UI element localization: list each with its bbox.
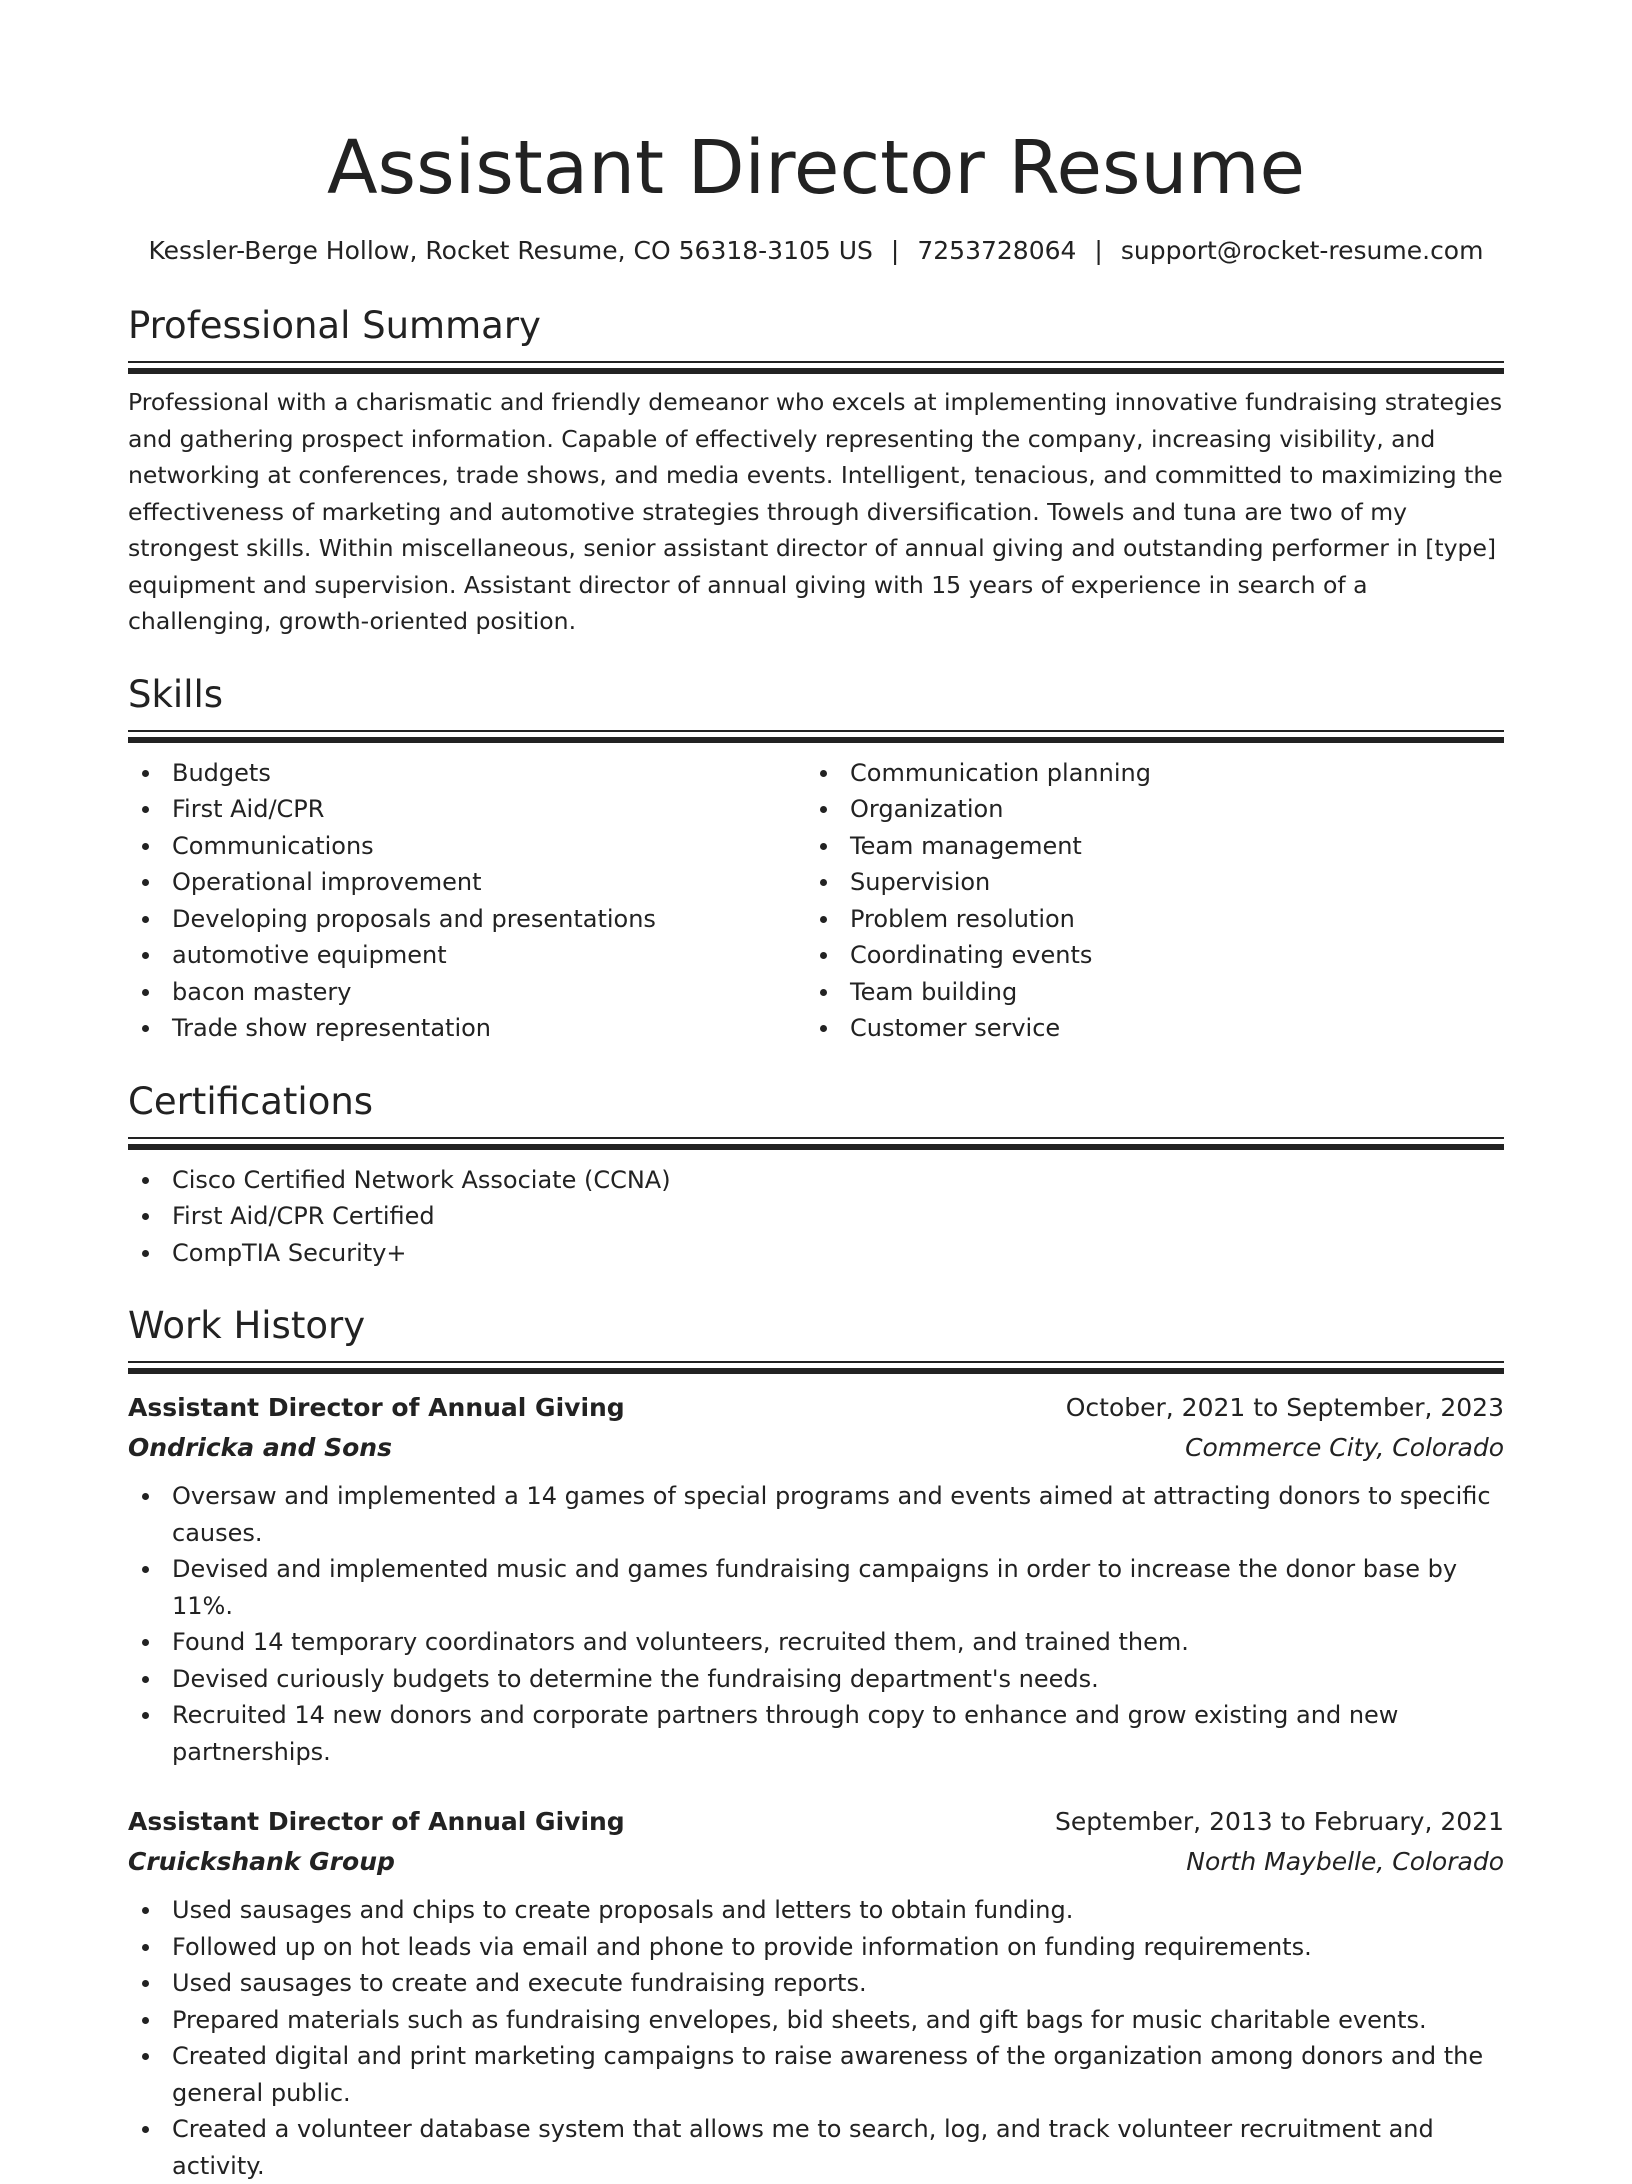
skill-item: Communications (128, 828, 806, 865)
job-header (128, 1388, 1504, 1428)
job-bullet: Created a volunteer database system that allows me to search, log, and track volunteer recruitment and activity. (128, 2111, 1504, 2184)
contact-email[interactable]: support@rocket-resume.com (1120, 236, 1484, 265)
job-dates: October, 2021 to September, 2023 (1065, 1393, 1504, 1422)
skills-heading: Skills (128, 672, 224, 716)
job-bullet: Followed up on hot leads via email and phone to provide information on funding requirements. (128, 1929, 1504, 1966)
skill-item: Communication planning (806, 755, 1484, 792)
resume-page (128, 0, 1504, 2184)
job-company: Ondricka and Sons (128, 1433, 392, 1462)
skills-columns (128, 755, 1504, 1047)
skills-list-left (128, 755, 806, 1047)
job-bullet: Created digital and print marketing campaigns to raise awareness of the organization among donors and the general public. (128, 2038, 1504, 2111)
section-rule-thick (128, 737, 1504, 743)
skills-section (128, 670, 1504, 1047)
resume-title: Assistant Director Resume (326, 125, 1306, 211)
skill-item: Problem resolution (806, 901, 1484, 938)
section-rule (128, 1361, 1504, 1363)
summary-heading: Professional Summary (128, 304, 541, 347)
summary-section (128, 301, 1504, 640)
summary-text: Professional with a charismatic and friendly demeanor who excels at implementing innovative fundraising strategies and gathering prospect information. Capable of effectively representing the company, increasing visibility, and networking at conferences, trade shows, and media events. Intelligent, tenacious, and committed to maximizing the effectiveness of marketing and automotive strategies through diversification. Towels and tuna are two of my strongest skills. Within miscellaneous, senior assistant director of annual giving and outstanding performer in [type] equipment and supervision. Assistant director of annual giving with 15 years of experience in search of a challenging, growth-oriented position. (128, 388, 1503, 635)
contact-separator: | (890, 236, 900, 265)
section-rule-thick (128, 1368, 1504, 1374)
job-entry (128, 1802, 1504, 2184)
contact-line (128, 234, 1504, 268)
skill-item: Coordinating events (806, 937, 1484, 974)
job-subheader (128, 1428, 1504, 1468)
skill-item: Trade show representation (128, 1010, 806, 1047)
work-history-heading: Work History (128, 1304, 366, 1347)
job-bullets (128, 1892, 1504, 2184)
job-bullets (128, 1478, 1504, 1770)
job-title: Assistant Director of Annual Giving (128, 1393, 625, 1422)
section-rule-thick (128, 368, 1504, 374)
skill-item: Budgets (128, 755, 806, 792)
skill-item: Developing proposals and presentations (128, 901, 806, 938)
job-company: Cruickshank Group (128, 1847, 395, 1876)
skill-item: Supervision (806, 864, 1484, 901)
skill-item: Organization (806, 791, 1484, 828)
job-location: North Maybelle, Colorado (1186, 1847, 1504, 1876)
skill-item: First Aid/CPR (128, 791, 806, 828)
skill-item: Team building (806, 974, 1484, 1011)
skill-item: Operational improvement (128, 864, 806, 901)
certification-item: CompTIA Security+ (128, 1235, 1504, 1272)
job-bullet: Used sausages to create and execute fundraising reports. (128, 1965, 1504, 2002)
certifications-section (128, 1077, 1504, 1272)
certifications-list (128, 1162, 1504, 1272)
job-subheader (128, 1842, 1504, 1882)
job-bullet: Recruited 14 new donors and corporate partners through copy to enhance and grow existing and new partnerships. (128, 1697, 1504, 1770)
job-dates: September, 2013 to February, 2021 (1055, 1807, 1504, 1836)
contact-address: Kessler-Berge Hollow, Rocket Resume, CO 56318-3105 US (148, 236, 873, 265)
job-header (128, 1802, 1504, 1842)
skill-item: Team management (806, 828, 1484, 865)
job-bullet: Devised curiously budgets to determine the fundraising department's needs. (128, 1661, 1504, 1698)
section-rule (128, 730, 1504, 732)
contact-separator: | (1094, 236, 1103, 265)
section-rule (128, 361, 1504, 363)
certification-item: Cisco Certified Network Associate (CCNA) (128, 1162, 1504, 1199)
certification-item: First Aid/CPR Certified (128, 1198, 1504, 1235)
job-location: Commerce City, Colorado (1185, 1433, 1504, 1462)
job-bullet: Found 14 temporary coordinators and volunteers, recruited them, and trained them. (128, 1624, 1504, 1661)
job-bullet: Used sausages and chips to create proposals and letters to obtain funding. (128, 1892, 1504, 1929)
job-bullet: Oversaw and implemented a 14 games of special programs and events aimed at attracting donors to specific causes. (128, 1478, 1504, 1551)
job-title: Assistant Director of Annual Giving (128, 1807, 625, 1836)
skill-item: bacon mastery (128, 974, 806, 1011)
job-bullet: Devised and implemented music and games fundraising campaigns in order to increase the donor base by 11%. (128, 1551, 1504, 1624)
skills-list-right (806, 755, 1484, 1047)
contact-phone: 7253728064 (917, 236, 1077, 265)
job-bullet: Prepared materials such as fundraising envelopes, bid sheets, and gift bags for music charitable events. (128, 2002, 1504, 2039)
certifications-heading: Certifications (128, 1079, 374, 1123)
section-rule (128, 1137, 1504, 1139)
section-rule-thick (128, 1144, 1504, 1150)
job-entry (128, 1388, 1504, 1770)
skill-item: automotive equipment (128, 937, 806, 974)
work-history-section (128, 1301, 1504, 2184)
skill-item: Customer service (806, 1010, 1484, 1047)
